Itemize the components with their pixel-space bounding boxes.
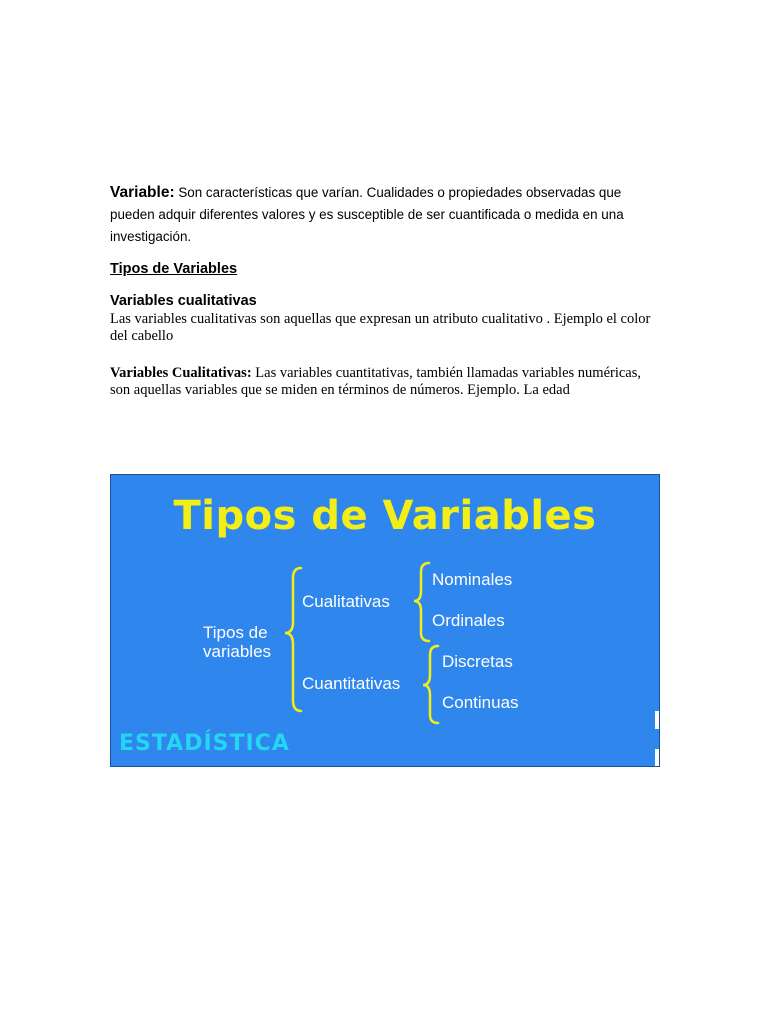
cualitativas-heading: Variables cualitativas	[110, 293, 257, 309]
cuantitativas-text: Las variables cuantitativas, también llamadas variables numéricas, son aquellas variables que se miden en términos de números. Ejemplo. La edad	[110, 365, 641, 398]
variable-definition	[110, 182, 658, 248]
cuantitativas-term: Variables Cualitativas:	[110, 365, 252, 381]
banner-title: Tipos de Variables	[173, 493, 597, 539]
cuantitativas-paragraph	[110, 365, 658, 399]
banner-edge-mark	[655, 749, 659, 767]
leaf-continuas: Continuas	[442, 693, 519, 712]
main-brace	[285, 568, 301, 711]
estadistica-brand: ESTADÍSTICA	[119, 731, 290, 756]
leaf-discretas: Discretas	[442, 652, 513, 671]
banner-edge-mark	[655, 711, 659, 729]
braces	[111, 475, 660, 767]
cuantitativas-brace	[423, 646, 438, 723]
cualitativas-text: Las variables cualitativas son aquellas que expresan un atributo cualitativo . Ejemplo el color del cabello	[110, 311, 651, 344]
variable-term: Variable:	[110, 184, 175, 201]
tipos-de-variables-banner	[110, 474, 660, 767]
branch-cuantitativas: Cuantitativas	[302, 674, 401, 693]
root-label-line2: variables	[203, 642, 272, 661]
variable-definition-text: Son características que varían. Cualidades o propiedades observadas que pueden adquir diferentes valores y es susceptible de ser cuantificada o medida en una investigación.	[110, 185, 624, 244]
root-label-line1: Tipos de	[203, 623, 268, 642]
leaf-ordinales: Ordinales	[432, 611, 505, 630]
branch-cualitativas: Cualitativas	[302, 592, 390, 611]
cualitativas-brace	[414, 563, 429, 641]
tipos-heading: Tipos de Variables	[110, 261, 238, 277]
leaf-nominales: Nominales	[432, 570, 513, 589]
